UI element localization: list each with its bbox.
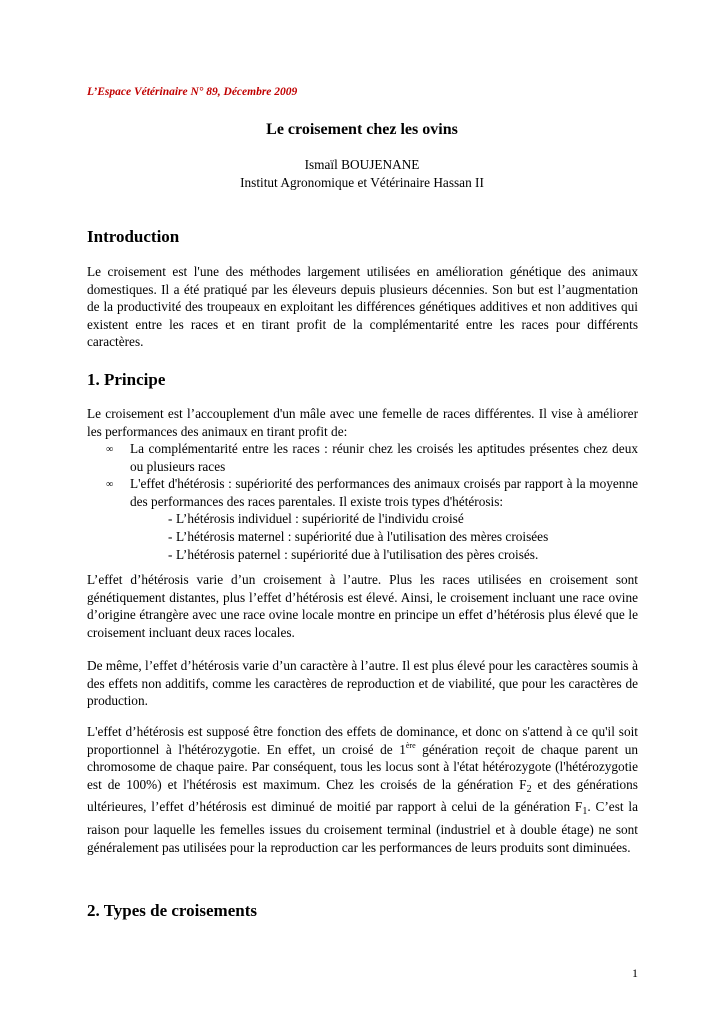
dash-icon: - — [168, 546, 173, 562]
heading-types-croisements: 2. Types de croisements — [87, 901, 257, 920]
heterosis-types-list — [130, 510, 638, 563]
dash-icon: - — [168, 528, 173, 544]
heterosis-individuel: L’hétérosis individuel : supériorité de l'individu croisé — [176, 511, 464, 527]
paragraph-dominance — [87, 723, 638, 856]
list-item — [87, 475, 638, 563]
paragraph-caracteres: De même, l’effet d’hétérosis varie d’un caractère à l’autre. Il est plus élevé pour les caractères soumis à des effets non additifs, comme les caractères de reproduction et de viabilité, que pour les caractères de production. — [87, 658, 638, 709]
subscript: 1 — [582, 806, 588, 818]
author-name: Ismaïl BOUJENANE — [304, 157, 420, 172]
bullet-text-complementarite: La complémentarité entre les races : réunir chez les croisés les aptitudes présentes chez deux ou plusieurs races — [130, 441, 638, 474]
intro-paragraph: Le croisement est l'une des méthodes largement utilisées en amélioration génétique des animaux domestiques. Il a été pratiqué par les éleveurs depuis plusieurs décennies. Son but est l’augmentation de la productivité des troupeaux en exploitant les différences génétiques additives et non additives qui existent entre les races et en tirant profit de la complémentarité entre les races pour différents caractères. — [87, 264, 638, 350]
paragraph-distance-genetique: L’effet d’hétérosis varie d’un croisement à l’autre. Plus les races utilisées en croisement sont génétiquement distantes, plus l’effet d’hétérosis est élevé. Ainsi, le croisement incluant une race ovine d’origine étrangère avec une race ovine locale montre en principe un effet d’hétérosis plus élevé que le croisement incluant deux races locales. — [87, 572, 638, 640]
text-run: génération reçoit de chaque parent un chromosome de chaque paire. Par conséquent, tous les locus sont à l'état hétérozygote (l'hétérozygotie est de 100%) et l'hétérosis est maximum. Chez les croisés de la génération F — [87, 741, 638, 792]
list-item — [87, 440, 638, 475]
list-item — [130, 510, 638, 528]
principe-list — [87, 440, 638, 563]
list-item — [130, 528, 638, 546]
bullet-icon: ∞ — [106, 444, 114, 455]
heterosis-maternel: L’hétérosis maternel : supériorité due à l'utilisation des mères croisées — [176, 528, 549, 544]
author-institution: Institut Agronomique et Vétérinaire Hassan II — [240, 175, 484, 190]
heading-introduction: Introduction — [87, 227, 180, 246]
principe-intro: Le croisement est l’accouplement d'un mâle avec une femelle de races différentes. Il vise à améliorer les performances des animaux en tirant profit de: — [87, 406, 638, 439]
heading-principe: 1. Principe — [87, 370, 166, 389]
text-run: . C’est la raison pour laquelle les femelles issues du croisement terminal (industriel et à double étage) ne sont généralement pas utilisées pour la reproduction car les performances de leurs produits sont diminuées. — [87, 799, 638, 855]
bullet-icon: ∞ — [106, 479, 114, 491]
journal-reference: L’Espace Vétérinaire N° 89, Décembre 2009 — [87, 86, 298, 98]
superscript: ère — [405, 740, 416, 750]
page-number: 1 — [632, 966, 638, 980]
article-title: Le croisement chez les ovins — [266, 121, 458, 138]
text-run: et des générations ultérieures, l’effet d’hétérosis est diminué de moitié par rapport à celui de la génération F — [87, 776, 638, 815]
heterosis-paternel: L’hétérosis paternel : supériorité due à l'utilisation des pères croisés. — [176, 546, 539, 562]
list-item — [130, 546, 638, 564]
dash-icon: - — [168, 511, 173, 527]
text-run: L'effet d’hétérosis est supposé être fonction des effets de dominance, et donc on s'attend à ce qu'il soit proportionnel à l'hétérozygotie. En effet, un croisé de 1 — [87, 724, 638, 757]
subscript: 2 — [526, 783, 532, 795]
bullet-text-heterosis: L'effet d'hétérosis : supériorité des performances des animaux croisés par rapport à la moyenne des performances des races parentales. Il existe trois types d'hétérosis: — [130, 476, 638, 509]
author-block — [0, 156, 724, 192]
